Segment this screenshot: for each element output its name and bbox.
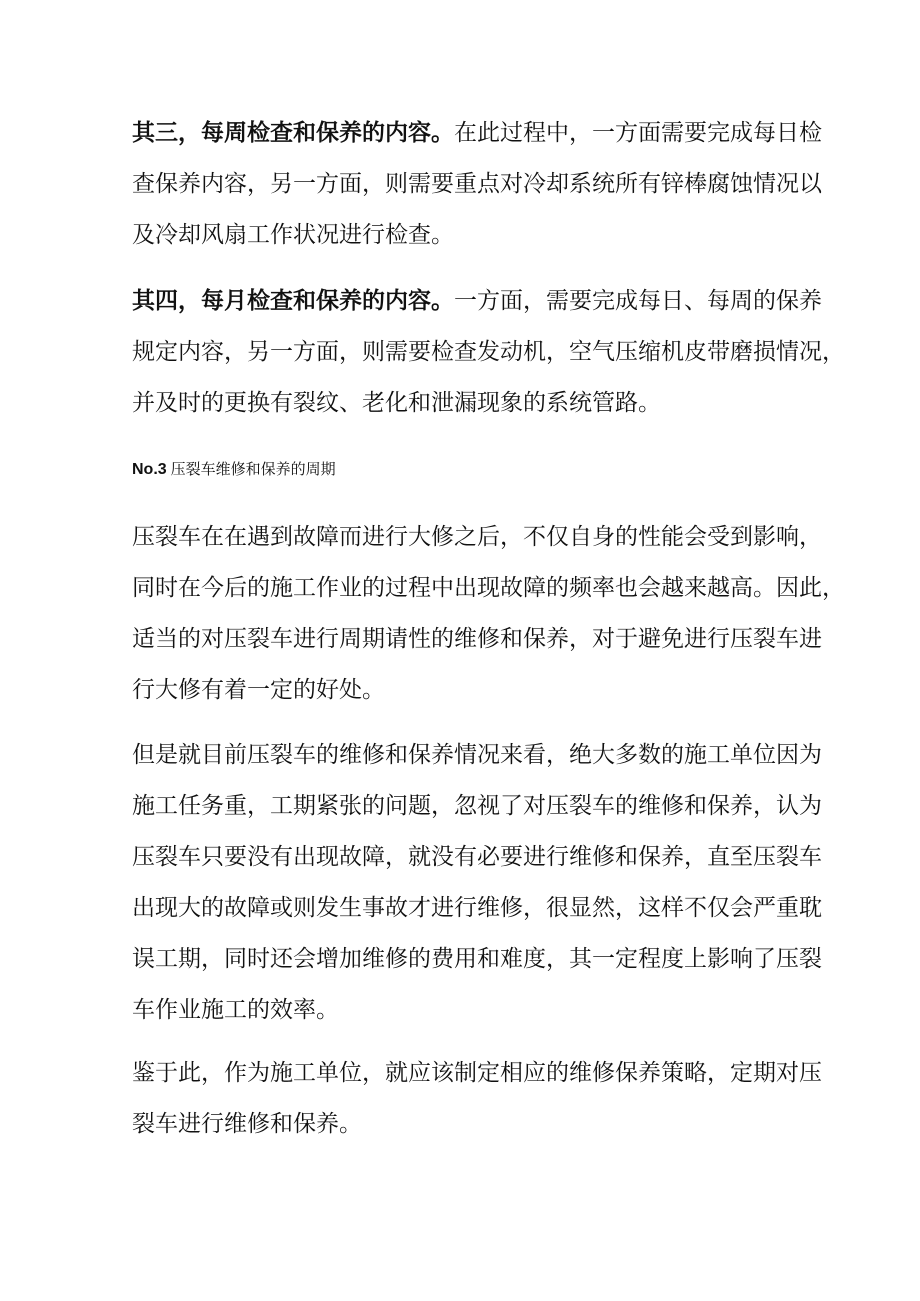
paragraph-line: 出现大的故障或则发生事故才进行维修，很显然，这样不仅会严重耽 [132,895,822,921]
paragraph-current-situation [132,730,822,1036]
section-title: 压裂车维修和保养的周期 [170,460,336,478]
paragraph-line: 裂车进行维修和保养。 [132,1111,362,1137]
paragraph-line: 同时在今后的施工作业的过程中出现故障的频率也会越来越高。因此， [132,575,845,601]
paragraph-line: 及冷却风扇工作状况进行检查。 [132,222,454,248]
paragraph-line: 压裂车只要没有出现故障，就没有必要进行维修和保养，直至压裂车 [132,844,822,870]
paragraph-text: 在此过程中，一方面需要完成每日检 [454,120,822,146]
paragraph-lead-bold: 其四，每月检查和保养的内容。 [132,288,454,314]
paragraph-text: 一方面，需要完成每日、每周的保养 [454,288,822,314]
paragraph-monthly-maintenance [132,276,845,429]
paragraph-line: 车作业施工的效率。 [132,997,339,1023]
paragraph-line [132,108,822,159]
paragraph-line: 施工任务重，工期紧张的问题，忽视了对压裂车的维修和保养，认为 [132,793,822,819]
paragraph-line: 但是就目前压裂车的维修和保养情况来看，绝大多数的施工单位因为 [132,742,822,768]
section-heading [132,456,336,483]
paragraph-line: 行大修有着一定的好处。 [132,677,385,703]
paragraph-line: 鉴于此，作为施工单位，就应该制定相应的维修保养策略，定期对压 [132,1060,822,1086]
paragraph-line: 适当的对压裂车进行周期请性的维修和保养，对于避免进行压裂车进 [132,626,822,652]
paragraph-line [132,276,822,327]
paragraph-lead-bold: 其三，每周检查和保养的内容。 [132,120,454,146]
paragraph-line: 规定内容，另一方面，则需要检查发动机，空气压缩机皮带磨损情况， [132,339,845,365]
paragraph-weekly-maintenance [132,108,822,261]
paragraph-line: 并及时的更换有裂纹、老化和泄漏现象的系统管路。 [132,390,661,416]
section-number: No.3 [132,461,167,478]
paragraph-line: 误工期，同时还会增加维修的费用和难度，其一定程度上影响了压裂 [132,946,822,972]
paragraph-line: 查保养内容，另一方面，则需要重点对冷却系统所有锌棒腐蚀情况以 [132,171,822,197]
paragraph-overhaul-impact [132,512,845,716]
paragraph-conclusion [132,1048,822,1150]
paragraph-line: 压裂车在在遇到故障而进行大修之后，不仅自身的性能会受到影响， [132,524,822,550]
